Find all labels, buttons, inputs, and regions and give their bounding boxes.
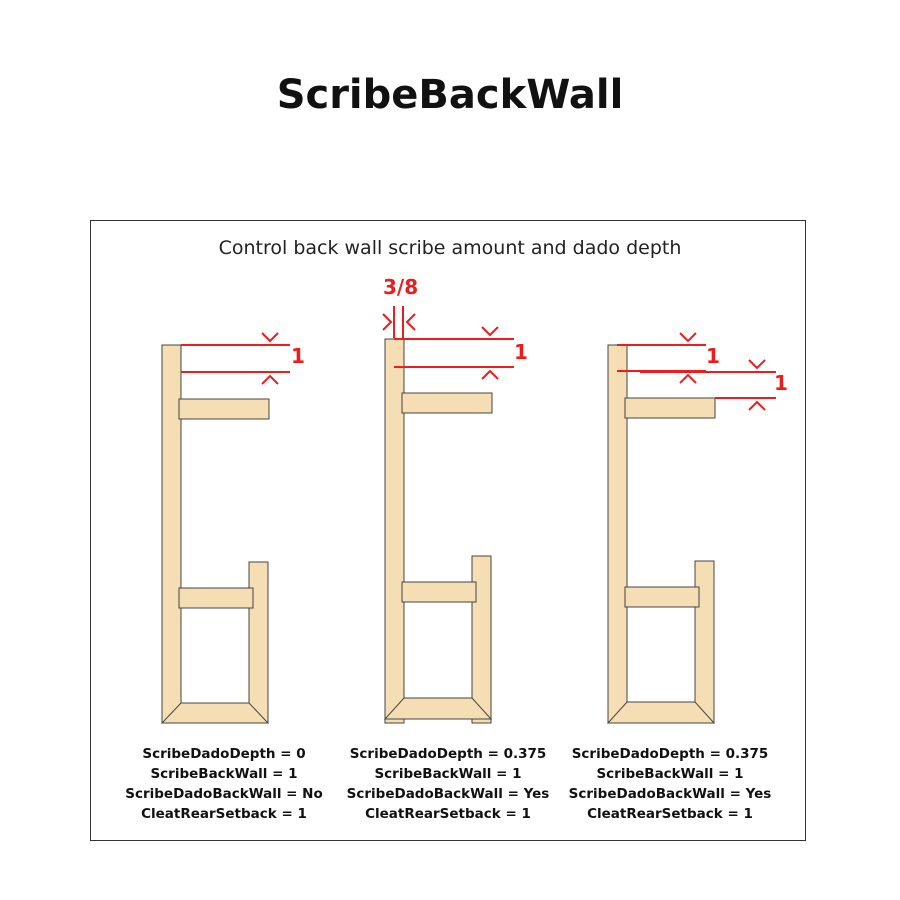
scribe-dimension	[394, 327, 528, 379]
upper-cleat	[179, 399, 269, 419]
front-panel	[472, 556, 491, 723]
front-panel	[695, 561, 714, 723]
back-wall-panel	[385, 339, 404, 723]
param-line: CleatRearSetback = 1	[365, 806, 531, 822]
dado-depth-label: 3/8	[383, 275, 419, 299]
example-2-params	[328, 744, 568, 824]
cabinet-example-3	[608, 333, 788, 723]
param-line: ScribeBackWall = 1	[150, 766, 298, 782]
param-line: ScribeDadoBackWall = Yes	[346, 786, 550, 802]
lower-cleat	[402, 582, 476, 602]
upper-cleat	[402, 393, 492, 413]
param-line: ScribeDadoDepth = 0.375	[571, 746, 769, 762]
param-line: CleatRearSetback = 1	[587, 806, 753, 822]
back-wall-panel	[608, 345, 627, 723]
cabinet-example-2	[383, 275, 528, 723]
page-title: ScribeBackWall	[276, 72, 624, 118]
bottom-panel	[162, 703, 268, 723]
dim-label: 1	[706, 344, 720, 368]
bottom-panel	[608, 702, 714, 723]
cabinet-example-1	[162, 333, 305, 723]
param-line: CleatRearSetback = 1	[141, 806, 307, 822]
example-3-params	[550, 744, 790, 824]
param-line: ScribeDadoDepth = 0.375	[349, 746, 547, 762]
dim-label: 1	[514, 340, 528, 364]
back-wall-panel	[162, 345, 181, 723]
diagram-subtitle: Control back wall scribe amount and dado depth	[218, 237, 682, 259]
bottom-panel	[385, 698, 491, 719]
dado-depth-dimension	[383, 275, 418, 338]
setback-label: 1	[774, 371, 788, 395]
param-line: ScribeDadoBackWall = No	[125, 786, 323, 802]
dim-label: 1	[291, 344, 305, 368]
param-line: ScribeDadoDepth = 0	[142, 746, 306, 762]
scribe-dimension	[181, 333, 305, 384]
param-line: ScribeBackWall = 1	[374, 766, 522, 782]
lower-cleat	[179, 588, 253, 608]
example-1-params	[104, 744, 344, 824]
lower-cleat	[625, 587, 699, 607]
scribe-dimension	[617, 333, 720, 383]
param-line: ScribeBackWall = 1	[596, 766, 744, 782]
upper-cleat	[625, 398, 715, 418]
front-panel	[249, 562, 268, 723]
param-line: ScribeDadoBackWall = Yes	[568, 786, 772, 802]
